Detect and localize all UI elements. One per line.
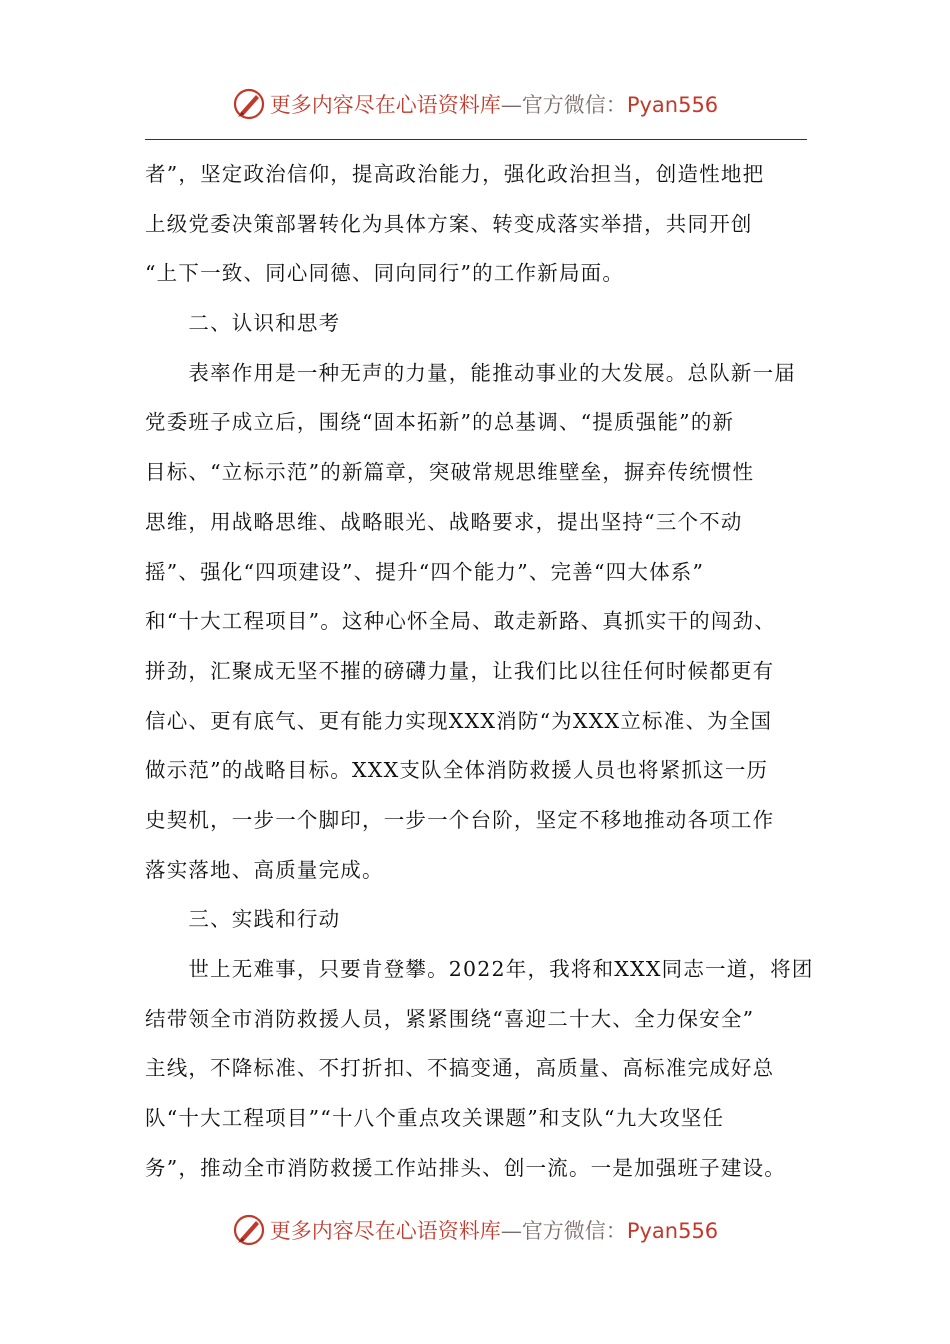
banner-main-text: 更多内容尽在心语资料库: [269, 93, 501, 117]
text-line: 做示范”的战略目标。XXX支队全体消防救援人员也将紧抓这一历: [145, 758, 769, 783]
banner-wechat-id: Pyan556: [626, 1219, 719, 1243]
document-body: [145, 150, 825, 1193]
text-line: 拼劲，汇聚成无坚不摧的磅礴力量，让我们比以往任何时候都更有: [145, 658, 775, 683]
banner-wechat-label: 官方微信：: [521, 93, 627, 117]
text-line: 和“十大工程项目”。这种心怀全局、敢走新路、真抓实干的闯劲、: [145, 609, 776, 634]
banner-main-text: 更多内容尽在心语资料库: [269, 1219, 501, 1243]
pen-logo-icon: [232, 1213, 266, 1247]
header-banner: [0, 82, 950, 126]
section-heading: 二、认识和思考: [145, 311, 341, 336]
text-line: 党委班子成立后，围绕“固本拓新”的总基调、“提质强能”的新: [145, 410, 735, 435]
text-line: 主线，不降标准、不打折扣、不搞变通，高质量、高标准完成好总: [145, 1056, 775, 1081]
text-line: 者”，坚定政治信仰，提高政治能力，强化政治担当，创造性地把: [145, 162, 765, 186]
text-line: 表率作用是一种无声的力量，能推动事业的大发展。总队新一届: [145, 360, 796, 385]
text-line: 落实落地、高质量完成。: [145, 857, 384, 882]
text-line: 信心、更有底气、更有能力实现XXX消防“为XXX立标准、为全国: [145, 708, 773, 733]
banner-dash: —: [500, 1219, 522, 1243]
text-line: 目标、“立标示范”的新篇章，突破常规思维壁垒，摒弃传统惯性: [145, 460, 755, 485]
text-line: 务”，推动全市消防救援工作站排头、创一流。一是加强班子建设。: [145, 1155, 786, 1180]
text-line: 摇”、强化“四项建设”、提升“四个能力”、完善“四大体系”: [145, 559, 705, 584]
pen-logo-icon: [232, 87, 266, 121]
footer-banner: [0, 1208, 950, 1252]
text-line: 上级党委决策部署转化为具体方案、转变成落实举措，共同开创: [145, 211, 753, 236]
text-line: 史契机，一步一个脚印，一步一个台阶，坚定不移地推动各项工作: [145, 807, 775, 832]
text-line: 世上无难事，只要肯登攀。2022年，我将和XXX同志一道，将团: [145, 957, 814, 981]
banner-wechat-label: 官方微信：: [521, 1219, 627, 1243]
text-line: 思维，用战略思维、战略眼光、战略要求，提出坚持“三个不动: [145, 509, 743, 534]
section-heading: 三、实践和行动: [145, 907, 341, 932]
text-line: 队“十大工程项目”“十八个重点攻关课题”和支队“九大攻坚任: [145, 1106, 725, 1131]
banner-dash: —: [500, 93, 522, 117]
banner-wechat-id: Pyan556: [626, 93, 719, 117]
header-divider: [145, 139, 807, 140]
text-line: 结带领全市消防救援人员，紧紧围绕“喜迎二十大、全力保安全”: [145, 1006, 755, 1031]
text-line: “上下一致、同心同德、同向同行”的工作新局面。: [145, 261, 625, 286]
